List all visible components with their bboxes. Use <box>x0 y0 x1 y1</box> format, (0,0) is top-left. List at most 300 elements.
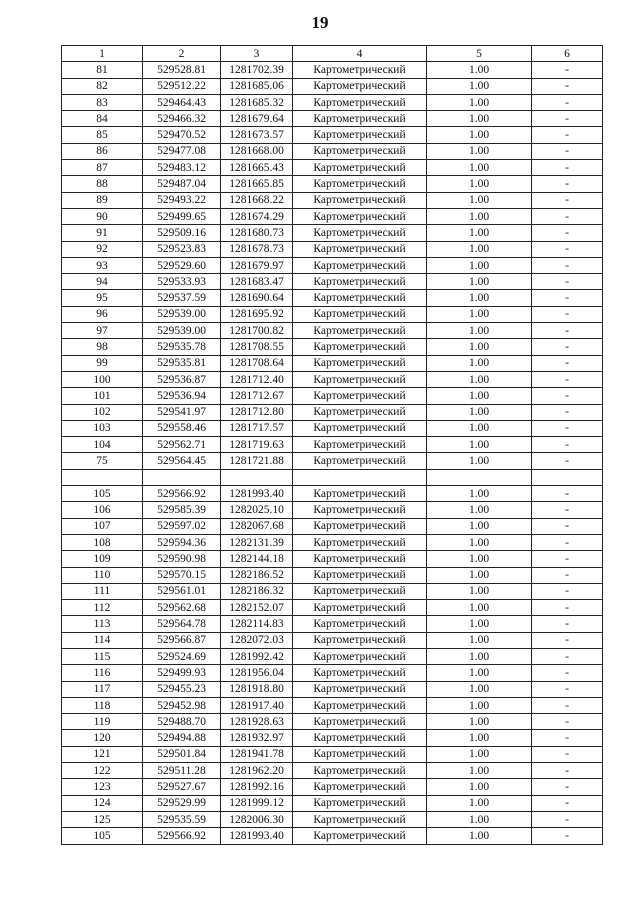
x-coordinate-cell: 529483.12 <box>143 160 221 176</box>
method-cell: Картометрический <box>293 323 427 339</box>
description-cell: - <box>532 665 603 681</box>
column-header: 4 <box>293 46 427 62</box>
x-coordinate-cell: 529541.97 <box>143 404 221 420</box>
y-coordinate-cell: 1282186.32 <box>221 583 293 599</box>
description-cell: - <box>532 746 603 762</box>
x-coordinate-cell: 529452.98 <box>143 697 221 713</box>
point-number-cell: 107 <box>62 518 143 534</box>
point-number-cell: 91 <box>62 225 143 241</box>
y-coordinate-cell: 1281932.97 <box>221 730 293 746</box>
method-cell: Картометрический <box>293 518 427 534</box>
point-number-cell: 119 <box>62 714 143 730</box>
method-cell <box>293 469 427 485</box>
y-coordinate-cell: 1281700.82 <box>221 323 293 339</box>
accuracy-cell: 1.00 <box>427 795 532 811</box>
y-coordinate-cell: 1281962.20 <box>221 763 293 779</box>
x-coordinate-cell: 529562.68 <box>143 600 221 616</box>
table-row <box>62 176 603 192</box>
accuracy-cell: 1.00 <box>427 502 532 518</box>
description-cell: - <box>532 616 603 632</box>
accuracy-cell: 1.00 <box>427 763 532 779</box>
method-cell: Картометрический <box>293 371 427 387</box>
y-coordinate-cell: 1281956.04 <box>221 665 293 681</box>
description-cell: - <box>532 648 603 664</box>
description-cell: - <box>532 681 603 697</box>
table-row <box>62 795 603 811</box>
description-cell: - <box>532 339 603 355</box>
y-coordinate-cell: 1281712.80 <box>221 404 293 420</box>
method-cell: Картометрический <box>293 730 427 746</box>
accuracy-cell: 1.00 <box>427 388 532 404</box>
y-coordinate-cell: 1281928.63 <box>221 714 293 730</box>
y-coordinate-cell: 1282131.39 <box>221 534 293 550</box>
accuracy-cell: 1.00 <box>427 453 532 469</box>
accuracy-cell: 1.00 <box>427 437 532 453</box>
point-number-cell: 88 <box>62 176 143 192</box>
x-coordinate-cell: 529512.22 <box>143 78 221 94</box>
table-row <box>62 274 603 290</box>
point-number-cell: 84 <box>62 111 143 127</box>
method-cell: Картометрический <box>293 648 427 664</box>
point-number-cell: 117 <box>62 681 143 697</box>
table-row <box>62 355 603 371</box>
table-row <box>62 290 603 306</box>
method-cell: Картометрический <box>293 600 427 616</box>
method-cell: Картометрический <box>293 746 427 762</box>
description-cell: - <box>532 502 603 518</box>
y-coordinate-cell: 1281721.88 <box>221 453 293 469</box>
y-coordinate-cell: 1281708.55 <box>221 339 293 355</box>
table-row <box>62 730 603 746</box>
method-cell: Картометрический <box>293 388 427 404</box>
x-coordinate-cell: 529535.59 <box>143 811 221 827</box>
point-number-cell: 86 <box>62 143 143 159</box>
x-coordinate-cell: 529499.65 <box>143 208 221 224</box>
table-row <box>62 241 603 257</box>
description-cell: - <box>532 600 603 616</box>
accuracy-cell: 1.00 <box>427 714 532 730</box>
method-cell: Картометрический <box>293 811 427 827</box>
accuracy-cell: 1.00 <box>427 127 532 143</box>
y-coordinate-cell: 1281679.64 <box>221 111 293 127</box>
y-coordinate-cell: 1281712.67 <box>221 388 293 404</box>
x-coordinate-cell: 529539.00 <box>143 323 221 339</box>
y-coordinate-cell: 1281665.85 <box>221 176 293 192</box>
method-cell: Картометрический <box>293 616 427 632</box>
accuracy-cell: 1.00 <box>427 62 532 78</box>
description-cell: - <box>532 518 603 534</box>
method-cell: Картометрический <box>293 502 427 518</box>
description-cell: - <box>532 62 603 78</box>
y-coordinate-cell: 1281702.39 <box>221 62 293 78</box>
y-coordinate-cell: 1281993.40 <box>221 828 293 844</box>
description-cell: - <box>532 420 603 436</box>
table-row <box>62 143 603 159</box>
method-cell: Картометрический <box>293 714 427 730</box>
x-coordinate-cell: 529524.69 <box>143 648 221 664</box>
table-row <box>62 306 603 322</box>
accuracy-cell: 1.00 <box>427 176 532 192</box>
y-coordinate-cell: 1281712.40 <box>221 371 293 387</box>
x-coordinate-cell: 529477.08 <box>143 143 221 159</box>
method-cell: Картометрический <box>293 339 427 355</box>
description-cell: - <box>532 192 603 208</box>
accuracy-cell: 1.00 <box>427 78 532 94</box>
point-number-cell: 101 <box>62 388 143 404</box>
description-cell: - <box>532 697 603 713</box>
method-cell: Картометрический <box>293 111 427 127</box>
method-cell: Картометрический <box>293 534 427 550</box>
x-coordinate-cell: 529494.88 <box>143 730 221 746</box>
description-cell: - <box>532 763 603 779</box>
x-coordinate-cell <box>143 469 221 485</box>
y-coordinate-cell: 1281685.32 <box>221 94 293 110</box>
x-coordinate-cell: 529564.78 <box>143 616 221 632</box>
method-cell: Картометрический <box>293 225 427 241</box>
point-number-cell: 100 <box>62 371 143 387</box>
table-row <box>62 323 603 339</box>
method-cell: Картометрический <box>293 567 427 583</box>
point-number-cell: 118 <box>62 697 143 713</box>
table-row <box>62 600 603 616</box>
point-number-cell: 99 <box>62 355 143 371</box>
description-cell: - <box>532 127 603 143</box>
method-cell: Картометрический <box>293 160 427 176</box>
accuracy-cell: 1.00 <box>427 94 532 110</box>
point-number-cell: 114 <box>62 632 143 648</box>
table-row <box>62 714 603 730</box>
accuracy-cell: 1.00 <box>427 828 532 844</box>
method-cell: Картометрический <box>293 486 427 502</box>
method-cell: Картометрический <box>293 795 427 811</box>
point-number-cell: 83 <box>62 94 143 110</box>
point-number-cell: 105 <box>62 828 143 844</box>
y-coordinate-cell: 1281685.06 <box>221 78 293 94</box>
table-row <box>62 371 603 387</box>
table-row <box>62 583 603 599</box>
accuracy-cell: 1.00 <box>427 697 532 713</box>
y-coordinate-cell: 1281917.40 <box>221 697 293 713</box>
description-cell <box>532 469 603 485</box>
method-cell: Картометрический <box>293 192 427 208</box>
method-cell: Картометрический <box>293 143 427 159</box>
y-coordinate-cell: 1281668.00 <box>221 143 293 159</box>
y-coordinate-cell: 1281673.57 <box>221 127 293 143</box>
accuracy-cell: 1.00 <box>427 632 532 648</box>
accuracy-cell: 1.00 <box>427 811 532 827</box>
x-coordinate-cell: 529535.81 <box>143 355 221 371</box>
description-cell: - <box>532 795 603 811</box>
accuracy-cell: 1.00 <box>427 567 532 583</box>
accuracy-cell: 1.00 <box>427 225 532 241</box>
point-number-cell: 81 <box>62 62 143 78</box>
table-row <box>62 94 603 110</box>
y-coordinate-cell: 1281683.47 <box>221 274 293 290</box>
accuracy-cell: 1.00 <box>427 160 532 176</box>
method-cell: Картометрический <box>293 665 427 681</box>
table-row <box>62 681 603 697</box>
point-number-cell: 109 <box>62 551 143 567</box>
point-number-cell: 82 <box>62 78 143 94</box>
method-cell: Картометрический <box>293 697 427 713</box>
table-row <box>62 518 603 534</box>
description-cell: - <box>532 404 603 420</box>
point-number-cell: 102 <box>62 404 143 420</box>
description-cell: - <box>532 437 603 453</box>
accuracy-cell: 1.00 <box>427 616 532 632</box>
header-row <box>62 46 603 62</box>
accuracy-cell: 1.00 <box>427 665 532 681</box>
method-cell: Картометрический <box>293 127 427 143</box>
x-coordinate-cell: 529590.98 <box>143 551 221 567</box>
accuracy-cell: 1.00 <box>427 420 532 436</box>
accuracy-cell: 1.00 <box>427 534 532 550</box>
description-cell: - <box>532 355 603 371</box>
y-coordinate-cell: 1281918.80 <box>221 681 293 697</box>
y-coordinate-cell: 1281999.12 <box>221 795 293 811</box>
point-number-cell: 87 <box>62 160 143 176</box>
y-coordinate-cell: 1281680.73 <box>221 225 293 241</box>
x-coordinate-cell: 529470.52 <box>143 127 221 143</box>
x-coordinate-cell: 529509.16 <box>143 225 221 241</box>
method-cell: Картометрический <box>293 583 427 599</box>
table-row <box>62 437 603 453</box>
description-cell: - <box>532 453 603 469</box>
description-cell: - <box>532 714 603 730</box>
accuracy-cell: 1.00 <box>427 486 532 502</box>
method-cell: Картометрический <box>293 208 427 224</box>
accuracy-cell: 1.00 <box>427 583 532 599</box>
point-number-cell: 94 <box>62 274 143 290</box>
point-number-cell: 90 <box>62 208 143 224</box>
point-number-cell: 110 <box>62 567 143 583</box>
point-number-cell: 108 <box>62 534 143 550</box>
table-row <box>62 632 603 648</box>
y-coordinate-cell: 1281717.57 <box>221 420 293 436</box>
x-coordinate-cell: 529499.93 <box>143 665 221 681</box>
accuracy-cell: 1.00 <box>427 257 532 273</box>
description-cell: - <box>532 225 603 241</box>
method-cell: Картометрический <box>293 257 427 273</box>
description-cell: - <box>532 632 603 648</box>
table-row <box>62 127 603 143</box>
accuracy-cell: 1.00 <box>427 241 532 257</box>
page-number: 19 <box>311 13 329 32</box>
method-cell: Картометрический <box>293 453 427 469</box>
x-coordinate-cell: 529537.59 <box>143 290 221 306</box>
x-coordinate-cell: 529558.46 <box>143 420 221 436</box>
column-header: 2 <box>143 46 221 62</box>
table-row <box>62 828 603 844</box>
x-coordinate-cell: 529594.36 <box>143 534 221 550</box>
table-row <box>62 257 603 273</box>
method-cell: Картометрический <box>293 62 427 78</box>
table-row <box>62 486 603 502</box>
description-cell: - <box>532 583 603 599</box>
y-coordinate-cell: 1282067.68 <box>221 518 293 534</box>
description-cell: - <box>532 257 603 273</box>
x-coordinate-cell: 529464.43 <box>143 94 221 110</box>
x-coordinate-cell: 529597.02 <box>143 518 221 534</box>
description-cell: - <box>532 323 603 339</box>
point-number-cell: 97 <box>62 323 143 339</box>
table-row <box>62 420 603 436</box>
y-coordinate-cell: 1281668.22 <box>221 192 293 208</box>
table-row <box>62 62 603 78</box>
method-cell: Картометрический <box>293 290 427 306</box>
table-row <box>62 160 603 176</box>
point-number-cell: 98 <box>62 339 143 355</box>
x-coordinate-cell: 529566.87 <box>143 632 221 648</box>
accuracy-cell: 1.00 <box>427 648 532 664</box>
point-number-cell: 125 <box>62 811 143 827</box>
y-coordinate-cell: 1281941.78 <box>221 746 293 762</box>
accuracy-cell: 1.00 <box>427 339 532 355</box>
description-cell: - <box>532 828 603 844</box>
x-coordinate-cell: 529536.94 <box>143 388 221 404</box>
method-cell: Картометрический <box>293 420 427 436</box>
point-number-cell: 122 <box>62 763 143 779</box>
accuracy-cell: 1.00 <box>427 274 532 290</box>
accuracy-cell: 1.00 <box>427 600 532 616</box>
point-number-cell: 112 <box>62 600 143 616</box>
description-cell: - <box>532 534 603 550</box>
point-number-cell: 89 <box>62 192 143 208</box>
table-row <box>62 665 603 681</box>
description-cell: - <box>532 111 603 127</box>
accuracy-cell: 1.00 <box>427 730 532 746</box>
table-row <box>62 648 603 664</box>
point-number-cell: 113 <box>62 616 143 632</box>
x-coordinate-cell: 529529.99 <box>143 795 221 811</box>
x-coordinate-cell: 529529.60 <box>143 257 221 273</box>
description-cell: - <box>532 486 603 502</box>
description-cell: - <box>532 371 603 387</box>
table-row <box>62 811 603 827</box>
table-row <box>62 404 603 420</box>
accuracy-cell: 1.00 <box>427 111 532 127</box>
x-coordinate-cell: 529455.23 <box>143 681 221 697</box>
accuracy-cell: 1.00 <box>427 371 532 387</box>
y-coordinate-cell: 1282025.10 <box>221 502 293 518</box>
description-cell: - <box>532 208 603 224</box>
accuracy-cell: 1.00 <box>427 143 532 159</box>
x-coordinate-cell: 529528.81 <box>143 62 221 78</box>
table-row <box>62 534 603 550</box>
table-row <box>62 697 603 713</box>
accuracy-cell: 1.00 <box>427 518 532 534</box>
y-coordinate-cell: 1282152.07 <box>221 600 293 616</box>
method-cell: Картометрический <box>293 551 427 567</box>
x-coordinate-cell: 529501.84 <box>143 746 221 762</box>
point-number-cell: 116 <box>62 665 143 681</box>
y-coordinate-cell: 1282006.30 <box>221 811 293 827</box>
point-number-cell: 92 <box>62 241 143 257</box>
description-cell: - <box>532 176 603 192</box>
method-cell: Картометрический <box>293 306 427 322</box>
accuracy-cell: 1.00 <box>427 290 532 306</box>
x-coordinate-cell: 529535.78 <box>143 339 221 355</box>
description-cell: - <box>532 730 603 746</box>
point-number-cell: 115 <box>62 648 143 664</box>
y-coordinate-cell: 1281993.40 <box>221 486 293 502</box>
method-cell: Картометрический <box>293 94 427 110</box>
x-coordinate-cell: 529488.70 <box>143 714 221 730</box>
point-number-cell: 106 <box>62 502 143 518</box>
column-header: 5 <box>427 46 532 62</box>
method-cell: Картометрический <box>293 632 427 648</box>
column-header: 6 <box>532 46 603 62</box>
table-row <box>62 763 603 779</box>
table-row <box>62 502 603 518</box>
table-row <box>62 746 603 762</box>
accuracy-cell: 1.00 <box>427 681 532 697</box>
point-number-cell <box>62 469 143 485</box>
y-coordinate-cell: 1281719.63 <box>221 437 293 453</box>
point-number-cell: 120 <box>62 730 143 746</box>
accuracy-cell: 1.00 <box>427 192 532 208</box>
y-coordinate-cell: 1282114.83 <box>221 616 293 632</box>
x-coordinate-cell: 529585.39 <box>143 502 221 518</box>
y-coordinate-cell: 1281690.64 <box>221 290 293 306</box>
x-coordinate-cell: 529493.22 <box>143 192 221 208</box>
description-cell: - <box>532 290 603 306</box>
table-row <box>62 779 603 795</box>
table-row <box>62 388 603 404</box>
y-coordinate-cell: 1281674.29 <box>221 208 293 224</box>
x-coordinate-cell: 529533.93 <box>143 274 221 290</box>
x-coordinate-cell: 529466.32 <box>143 111 221 127</box>
description-cell: - <box>532 567 603 583</box>
x-coordinate-cell: 529566.92 <box>143 486 221 502</box>
table-row <box>62 616 603 632</box>
description-cell: - <box>532 779 603 795</box>
accuracy-cell <box>427 469 532 485</box>
method-cell: Картометрический <box>293 176 427 192</box>
accuracy-cell: 1.00 <box>427 404 532 420</box>
method-cell: Картометрический <box>293 681 427 697</box>
method-cell: Картометрический <box>293 779 427 795</box>
method-cell: Картометрический <box>293 763 427 779</box>
description-cell: - <box>532 241 603 257</box>
y-coordinate-cell: 1281695.92 <box>221 306 293 322</box>
method-cell: Картометрический <box>293 78 427 94</box>
table-row <box>62 111 603 127</box>
table-body <box>62 62 603 844</box>
point-number-cell: 95 <box>62 290 143 306</box>
accuracy-cell: 1.00 <box>427 208 532 224</box>
table-row <box>62 453 603 469</box>
y-coordinate-cell: 1281992.16 <box>221 779 293 795</box>
y-coordinate-cell: 1282072.03 <box>221 632 293 648</box>
y-coordinate-cell: 1282186.52 <box>221 567 293 583</box>
table-row <box>62 339 603 355</box>
description-cell: - <box>532 551 603 567</box>
x-coordinate-cell: 529487.04 <box>143 176 221 192</box>
point-number-cell: 85 <box>62 127 143 143</box>
method-cell: Картометрический <box>293 828 427 844</box>
point-number-cell: 124 <box>62 795 143 811</box>
method-cell: Картометрический <box>293 241 427 257</box>
x-coordinate-cell: 529570.15 <box>143 567 221 583</box>
y-coordinate-cell <box>221 469 293 485</box>
y-coordinate-cell: 1281992.42 <box>221 648 293 664</box>
x-coordinate-cell: 529536.87 <box>143 371 221 387</box>
point-number-cell: 121 <box>62 746 143 762</box>
description-cell: - <box>532 388 603 404</box>
description-cell: - <box>532 306 603 322</box>
table-row <box>62 78 603 94</box>
